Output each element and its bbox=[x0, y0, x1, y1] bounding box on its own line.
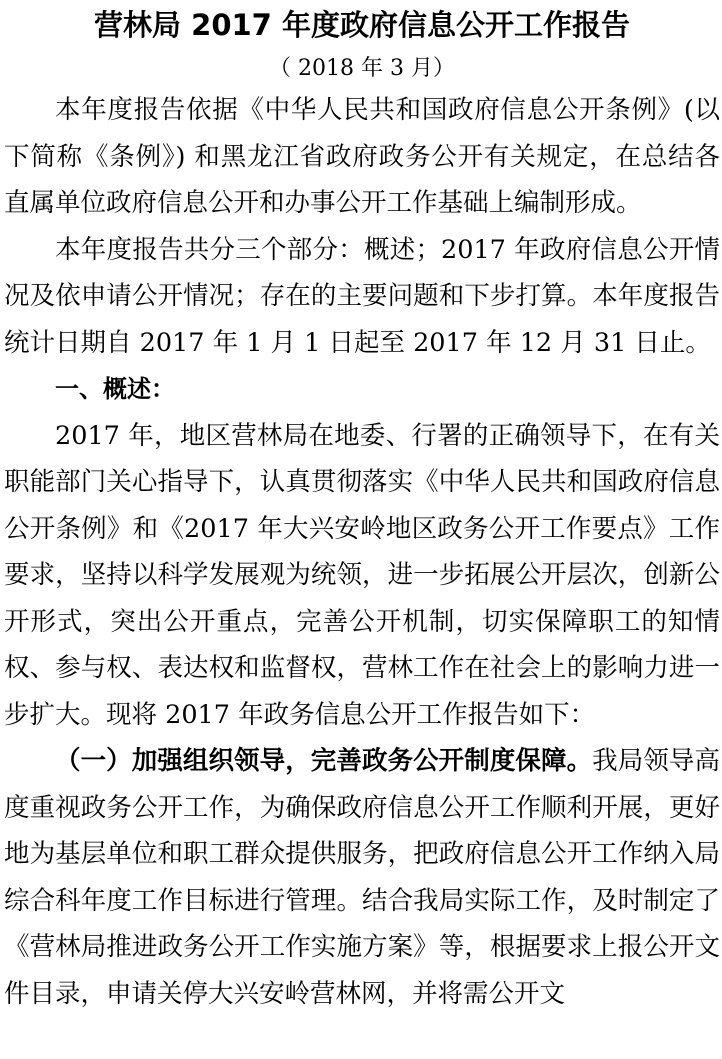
document-date: （ 2018 年 3 月） bbox=[269, 56, 455, 81]
subsection-lead: （一）加强组织领导，完善政务公开制度保障。 bbox=[55, 746, 593, 776]
document-body bbox=[4, 87, 720, 1017]
section-heading-text: 一、概述： bbox=[55, 375, 175, 403]
intro-paragraph-structure: 本年度报告共分三个部分：概述；2017 年政府信息公开情况及依申请公开情况；存在的主要问题和下步打算。本年度报告统计日期自 2017 年 1 月 1 日起至 2017 年 12 月 31 日止。 bbox=[4, 234, 720, 358]
section-heading-overview bbox=[4, 366, 720, 413]
overview-paragraph: 2017 年，地区营林局在地委、行署的正确领导下，在有关职能部门关心指导下，认真贯彻落实《中华人民共和国政府信息公开条例》和《2017 年大兴安岭地区政务公开工作要点》工作要求，坚持以科学发展观为统领，进一步拓展公开层次，创新公开形式，突出公开重点，完善公开机制，切实保障职工的知情权、参与权、表达权和监督权，营林工作在社会上的影响力进一步扩大。现将 2017 年政务信息公开工作报告如下： bbox=[4, 420, 720, 730]
intro-paragraph-basis: 本年度报告依据《中华人民共和国政府信息公开条例》(以下简称《条例》) 和黑龙江省政府政务公开有关规定，在总结各直属单位政府信息公开和办事公开工作基础上编制形成。 bbox=[4, 95, 720, 218]
subsection-paragraph bbox=[4, 738, 720, 1017]
document-title: 营林局 2017 年度政府信息公开工作报告 bbox=[94, 8, 630, 42]
subsection-body: 我局领导高度重视政务公开工作，为确保政府信息公开工作顺利开展，更好地为基层单位和职工群众提供服务，把政府信息公开工作纳入局综合科年度工作目标进行管理。结合我局实际工作，及时制定了《营林局推进政务公开工作实施方案》等，根据要求上报公开文件目录，申请关停大兴安岭营林网，并将需公开文 bbox=[4, 746, 720, 1009]
